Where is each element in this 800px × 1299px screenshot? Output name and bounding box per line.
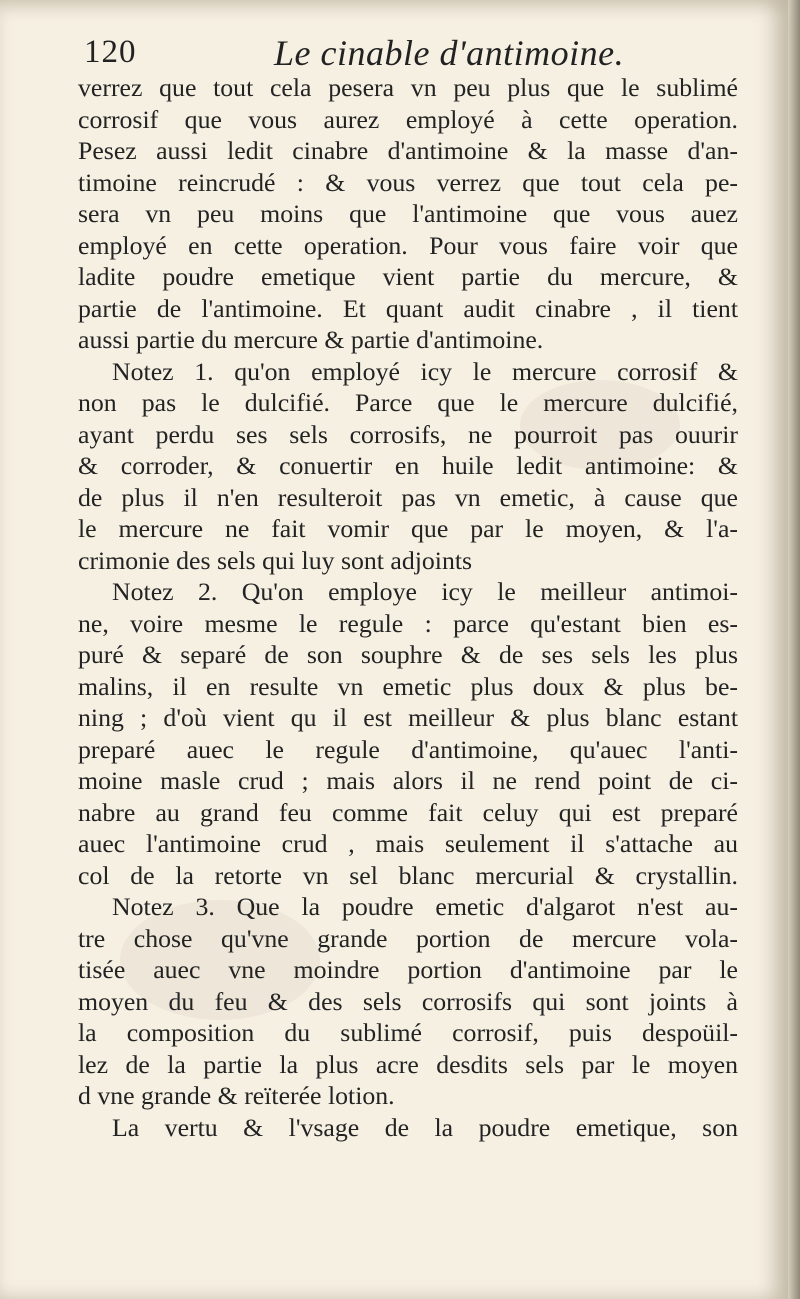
text-line: tisée auec vne moindre portion d'antimoine par le	[78, 955, 738, 984]
text-line: non pas le dulcifié. Parce que le mercure dulcifié,	[78, 388, 738, 417]
text-line: partie de l'antimoine. Et quant audit cinabre , il tient	[78, 293, 738, 323]
text-line: Notez 2. Qu'on employe icy le meilleur antimoi-	[112, 577, 738, 606]
text-line: ladite poudre emetique vient partie du mercure, &	[78, 262, 738, 291]
text-line: moyen du feu & des sels corrosifs qui sont joints à	[78, 986, 738, 1016]
text-line: col de la retorte vn sel blanc mercurial & crystallin.	[78, 860, 738, 890]
text-line: la composition du sublimé corrosif, puis despoüil-	[78, 1018, 738, 1047]
page-number: 120	[84, 34, 137, 70]
text-line: crimonie des sels qui luy sont adjoints	[78, 545, 473, 575]
text-line: malins, il en resulte vn emetic plus doux & plus be-	[78, 671, 738, 701]
text-line: de plus il n'en resulteroit pas vn emetic, à cause que	[78, 482, 738, 512]
text-line: timoine reincrudé : & vous verrez que tout cela pe-	[78, 167, 738, 197]
body-text	[78, 72, 738, 1143]
text-line: le mercure ne fait vomir que par le moyen, & l'a-	[78, 514, 738, 543]
running-title: Le cinable d'antimoine.	[274, 33, 625, 73]
text-line: La vertu & l'vsage de la poudre emetique, son	[112, 1112, 738, 1142]
text-line: verrez que tout cela pesera vn peu plus que le sublimé	[78, 73, 738, 102]
text-line: ayant perdu ses sels corrosifs, ne pourroit pas ouurir	[78, 419, 738, 449]
text-line: corrosif que vous aurez employé à cette operation.	[78, 104, 738, 134]
text-line: sera vn peu moins que l'antimoine que vous auez	[78, 199, 738, 228]
text-line: ne, voire mesme le regule : parce qu'estant bien es-	[78, 608, 738, 638]
text-line: moine masle crud ; mais alors il ne rend point de ci-	[78, 766, 738, 795]
text-line: tre chose qu'vne grande portion de mercure vola-	[78, 923, 738, 953]
text-line: preparé auec le regule d'antimoine, qu'auec l'anti-	[78, 734, 738, 764]
text-line: lez de la partie la plus acre desdits sels par le moyen	[78, 1049, 738, 1079]
text-line: puré & separé de son souphre & de ses sels les plus	[78, 640, 738, 669]
text-line: Notez 1. qu'on employé icy le mercure corrosif &	[112, 356, 738, 386]
text-line: Pesez aussi ledit cinabre d'antimoine & la masse d'an-	[78, 136, 738, 165]
text-line: & corroder, & conuertir en huile ledit antimoine: &	[78, 451, 738, 480]
text-line: d vne grande & reïterée lotion.	[78, 1081, 395, 1110]
text-line: Notez 3. Que la poudre emetic d'algarot n'est au-	[112, 892, 738, 921]
text-line: aussi partie du mercure & partie d'antimoine.	[78, 325, 544, 354]
page-edge	[788, 0, 800, 1299]
text-line: ning ; d'où vient qu il est meilleur & plus blanc estant	[78, 703, 738, 732]
text-line: auec l'antimoine crud , mais seulement il s'attache au	[78, 829, 738, 858]
text-line: nabre au grand feu comme fait celuy qui est preparé	[78, 797, 738, 827]
text-line: employé en cette operation. Pour vous faire voir que	[78, 230, 738, 260]
